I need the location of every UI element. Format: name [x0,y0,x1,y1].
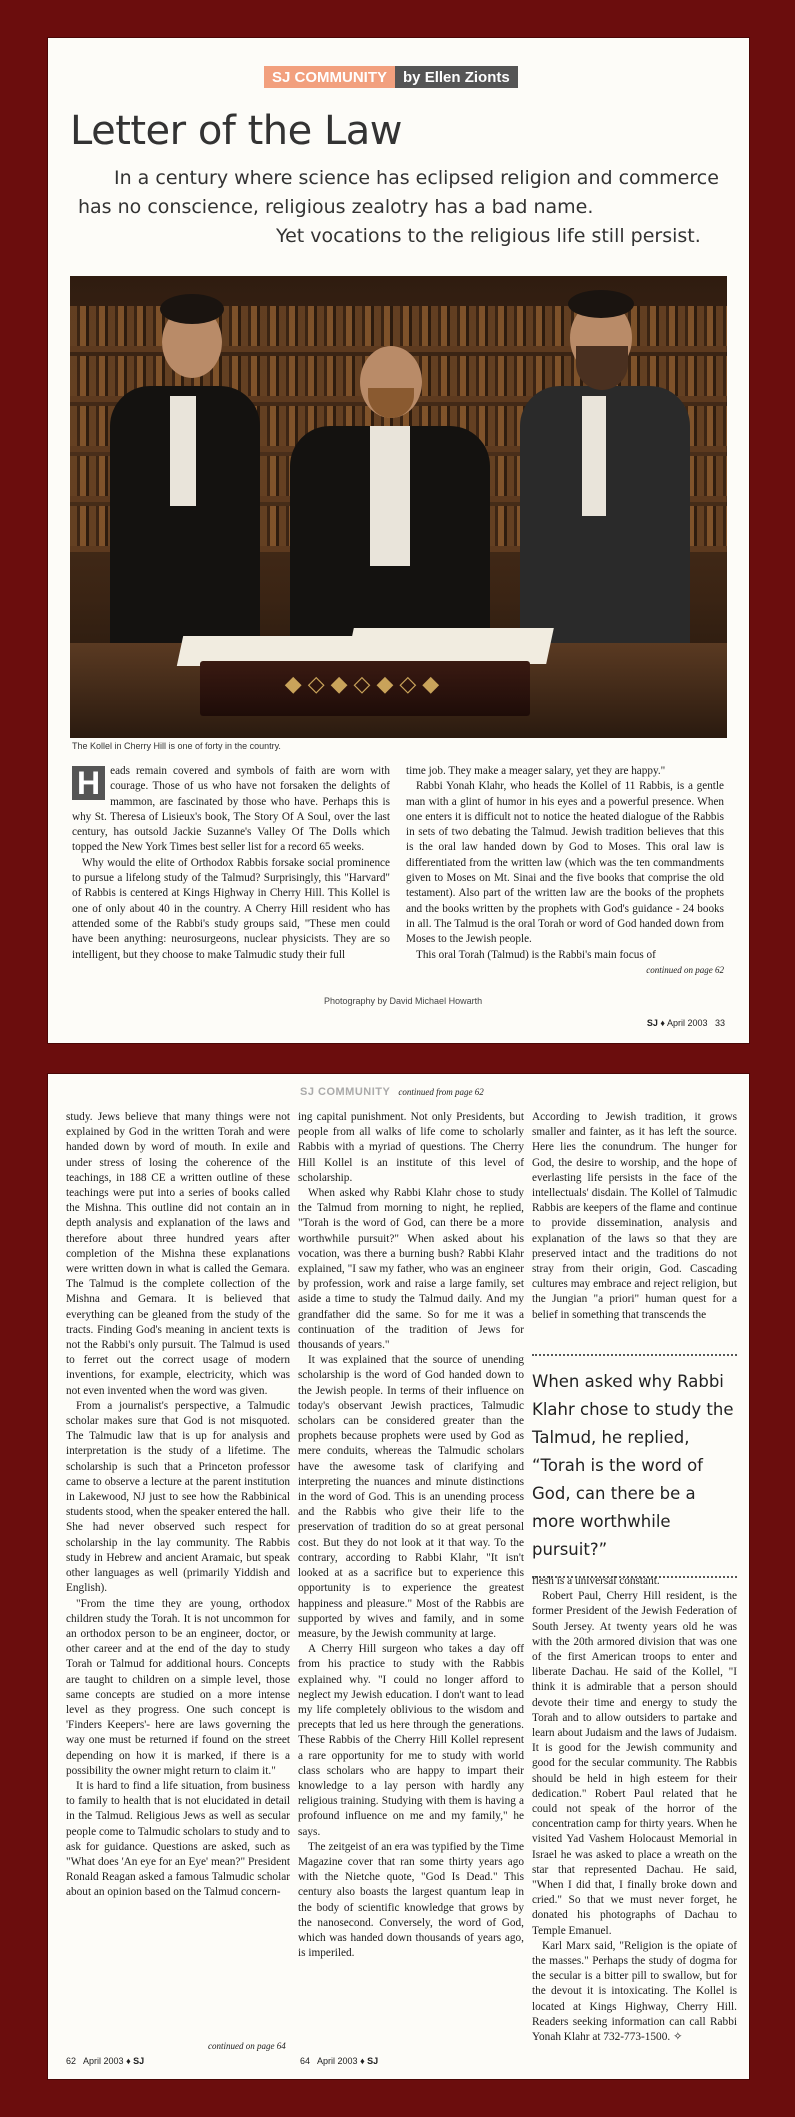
paragraph: It is hard to find a life situation, from business to family to health that is not elucidated in detail in the Talmud. Religious Jews as well as secular people come to Talmudic scholars to study and to ask for guidance. Questions are asked, such as "What does 'An eye for an Eye' mean?" President Ronald Reagan asked a famous Talmudic scholar about an opinion based on the Talmud concern- [66,1779,290,1899]
paragraph: When asked why Rabbi Klahr chose to study the Talmud from morning to night, he replied, "Torah is the word of God, can there be a more worthwhile pursuit?" When asked about his vocation, was there a burning bush? Rabbi Klahr explained, "I saw my father, who was an engineer by profession, work and raise a large family, set aside a time to study the Talmud daily. And my grandfather did the same. So for me it was a continuation of the tradition of Jews for thousands of years." [298,1187,524,1352]
headline: Letter of the Law [70,108,402,154]
continued-note: continued on page 64 [208,2041,286,2051]
article-column-3 [532,1110,737,1323]
paragraph: This oral Torah (Talmud) is the Rabbi's main focus of [416,948,656,961]
paragraph: Robert Paul, Cherry Hill resident, is the former President of the Jewish Federation of South Jersey. At twenty years old he was with the 20th armored division that was one of the first American troops to enter and liberate Dachau. He said of the Kollel, "I think it is admirable that a person should devote their time and energy to study the Torah and to allow outsiders to partake and learn about Judaism and the laws of Judaism. It is good for the Jewish community and good for the secular community. The Rabbis should be held in high esteem for their dedication." Robert Paul related that he could not speak of the horror of the concentration camp for thirty years. When he visited Yad Vashem Holocaust Memorial in Israel he was asked to place a wreath on the star that represented Dachau. He said, "When I did that, I finally broke down and cried." So that we must never forget, he donated his photographs of Dachau to Temple Emanuel. [532,1590,737,1937]
deck [78,164,728,251]
page-folio-left: 62 April 2003 ♦ SJ [66,2056,145,2066]
article-column-2 [406,764,724,978]
byline: by Ellen Zionts [395,66,518,88]
section-rubric [264,66,518,88]
article-column-2 [298,1110,524,1961]
magazine-pages-62-64 [48,1074,749,2079]
kollel-photo [70,276,727,738]
deck-line: Yet vocations to the religious life still persist. [276,225,701,247]
article-column-1 [66,1110,290,1901]
page-folio: SJ ♦ April 2003 33 [646,1018,725,1028]
paragraph: From a journalist's perspective, a Talmudic scholar makes sure that God is not misquoted. The Talmudic law that is up for analysis and interpretation is the study of a lifetime. The scholarship is such that a Princeton professor came to observe a lecture at the parent institution in Lakewood, NJ just to see how the Rabbinical students stood, when the speaker entered the hall. She had never observed such respect for scholarship in the lay community. The Rabbis study in Hebrew and ancient Aramaic, but speak other languages as well (primarily Yiddish and English). [66,1399,290,1595]
paragraph: It was explained that the source of unending scholarship is the word of God handed down to the Jewish people. In terms of their influence on today's observant Jewish practices, Talmudic scholars can be considered greater than the prophets because prophets were used by God as mere conduits, whereas the Talmudic scholars have the awesome task of clarifying and interpreting the nuances and minute distinctions in the word of God. This is an unending process and the Rabbis who give their life to the preservation of tradition do so at great personal cost. But they do not look at it that way. To the contrary, according to Rabbi Klahr, "It isn't looked at as a sacrifice but to experience this opportunity is to experience the greatest happiness and pleasure." Most of the Rabbis are supported by wives and family, and in some measure, by the Jewish community at large. [298,1354,524,1640]
paragraph: A Cherry Hill surgeon who takes a day off from his practice to study with the Rabbis explained why. "I could no longer afford to neglect my Jewish education. I don't want to lead my life completely oblivious to the wisdom and precepts that led us here through the generations. These Rabbis of the Cherry Hill Kollel represent a rare opportunity for me to study with world class scholars who are happy to impart their knowledge to a lay person with hardly any religious training. Studying with them is having a profound influence on me and my family," he says. [298,1643,524,1838]
paragraph: flesh is a universal constant. [532,1575,660,1587]
article-column-1 [72,764,390,963]
section-rubric [300,1086,484,1098]
paragraph: ing capital punishment. Not only Presidents, but people from all walks of life come to scholarly Rabbis with a myriad of questions. The Cherry Hill Kollel is an institute of this level of scholarship. [298,1111,524,1184]
paragraph: Karl Marx said, "Religion is the opiate of the masses." Perhaps the study of dogma for the secular is a bitter pill to swallow, but for the devout it is intoxicating. The Kollel is located at Kings Highway, Cherry Hill. Readers seeking information can call Rabbi Yonah Klahr at 732-773-1500. ✧ [532,1939,737,2044]
page-folio-right: 64 April 2003 ♦ SJ [300,2056,379,2066]
section-label: SJ COMMUNITY [300,1086,391,1098]
continued-from: continued from page 62 [398,1087,484,1097]
paragraph: Rabbi Yonah Klahr, who heads the Kollel of 11 Rabbis, is a gentle man with a glint of humor in his eyes and a powerful presence. When one enters it is difficult not to notice the heated dialogue of the Rabbis in sets of two debating the Talmud. Jewish tradition believes that this is the oral law handed down by God to Moses. This oral law is differentiated from the written law (which was the ten commandments given to Moses on Mt. Sinai and the five books that comprise the old testament). Also part of the written law are the books of the prophets and the books written by the prophets with God's guidance - 24 books in all. The Talmud is the oral Torah or word of God handed down from Moses to the Jewish people. [406,780,724,946]
deck-line: In a century where science has eclipsed religion and commerce [114,167,719,189]
article-column-3-continued [532,1574,737,2045]
paragraph: study. Jews believe that many things were not explained by God in the written Torah and were handed down by word of mouth. In exile and under stress of losing the coherence of the teachings, in 188 CE a written outline of these teachings were put into a series of books called the Mishna. This outline did not contain an in depth analysis and explanation of the laws and therefore about three hundred years after completion of the Mishna these explanations were written down in what is called the Gemara. The Talmud is the complete collection of the Mishna and Gemara. It is believed that everything can be gleaned from the study of the tracts. Finding God's meaning in ancient texts is not the Rabbi's only pursuit. The Talmud is used to ferret out the correct usage of modern inventions, for example, electricity, which was not even invented when the word was given. [66,1111,290,1397]
paragraph: time job. They make a meager salary, yet they are happy." [406,765,666,777]
drop-cap: H [72,766,105,800]
deck-line: has no conscience, religious zealotry has a bad name. [78,196,594,218]
continued-note: continued on page 62 [646,964,724,975]
paragraph: "From the time they are young, orthodox children study the Torah. It is not uncommon for an orthodox person to be an engineer, doctor, or other career and at the end of the day to study Torah or Talmud for additional hours. Concepts are taught to children on a simple level, those same concepts are studied on a more intense level as they progress. One such concept is 'Finders Keepers'- here are laws governing the way one must be returned if found on the street depending on how it is marked, if there is a possibility the owner might return to claim it." [66,1597,290,1777]
pull-quote: When asked why Rabbi Klahr chose to study the Talmud, he replied, “Torah is the word of God, can there be a more worthwhile pursuit?” [532,1354,737,1578]
section-label: SJ COMMUNITY [264,66,395,88]
photo-credit: Photography by David Michael Howarth [324,996,483,1006]
paragraph: According to Jewish tradition, it grows smaller and fainter, as it has left the source. Here lies the conundrum. The hunger for God, the desire to worship, and the hope of everlasting life persists in the face of the intellectuals' disdain. The Kollel of Talmudic Rabbis are keepers of the flame and continue to provide dissemination, analysis and explanation of the laws so that they are preserved intact and the traditions do not stray from their origin, God. Cascading cultures may embrace and reject religion, but the Jungian "a priori" human quest for a belief in something that transcends the [532,1111,737,1321]
paragraph: Why would the elite of Orthodox Rabbis forsake social prominence to pursue a lifelong study of the Talmud? Surprisingly, this "Harvard" of Rabbis is centered at Kings Highway in Cherry Hill. This Kollel is one of only about 40 in the country. A Cherry Hill resident who has attended some of the Rabbi's study groups said, "These men could have been anything: neurosurgeons, nuclear physicists. They are so intelligent, but they choose to make Talmudic study their full [72,856,390,961]
photo-caption: The Kollel in Cherry Hill is one of forty in the country. [72,741,281,751]
magazine-page-33 [48,38,749,1043]
book-ornament: ◆◇◆◇◆◇◆ [284,671,446,696]
paragraph: The zeitgeist of an era was typified by the Time Magazine cover that ran some thirty years ago with the Nietche quote, "God Is Dead." This century also boasts the largest quantum leap in the body of scientific knowledge that grows by the nanosecond. Conversely, the word of God, which was handed down thousands of years ago, is imperiled. [298,1840,524,1960]
paragraph: H eads remain covered and symbols of faith are worn with courage. Those of us who have not forsaken the delights of mammon, are fascinated by those who have. Perhaps this is why St. Theresa of Lisieux's book, The Story Of A Soul, over the last century, has outsold Jackie Suzanne's Valley Of The Dolls which topped the New York Times best seller list for a record 65 weeks. [72,765,390,854]
